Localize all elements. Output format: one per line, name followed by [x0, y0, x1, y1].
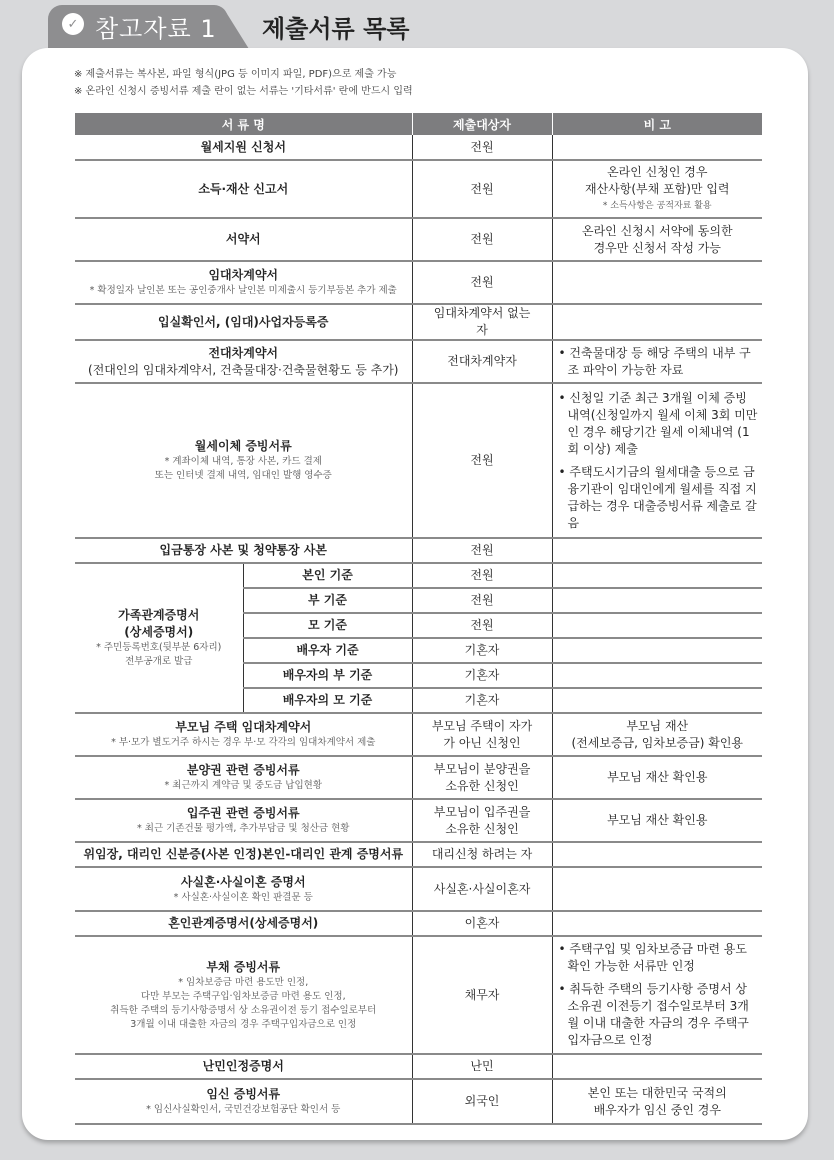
doc-cell: [75, 304, 412, 340]
doc-name: 사실혼·사실이혼 증명서: [180, 874, 306, 889]
doc-name: 입금통장 사본 및 청약통장 사본: [159, 543, 327, 557]
doc-name: 전대차계약서: [208, 345, 279, 360]
remark-line: 부모님 재산 확인용: [607, 813, 708, 827]
remark-line: 재산사항(부채 포함)만 입력: [585, 181, 730, 196]
remark-cell: [552, 713, 762, 756]
doc-name-detail: (전대인의 임대차계약서, 건축물대장·건축물현황도 등 추가): [88, 362, 399, 377]
column-header-target: 제출대상자: [412, 113, 552, 135]
remark-cell: [552, 842, 762, 867]
doc-name: 월세지원 신청서: [200, 139, 286, 154]
doc-name: 부모님 주택 임대차계약서: [175, 720, 312, 734]
doc-name: 난민인정증명서: [202, 1059, 284, 1073]
remark-cell: [552, 688, 762, 713]
table-row: [75, 1054, 762, 1079]
remark-line: 온라인 신청인 경우: [607, 164, 708, 179]
notes: [74, 66, 413, 100]
table-row: [75, 218, 762, 261]
doc-cell: [75, 160, 412, 218]
doc-name: 부채 증빙서류: [206, 959, 281, 974]
family-basis: 모 기준: [243, 613, 412, 638]
doc-note: * 임신사실확인서, 국민건강보험공단 확인서 등: [146, 1104, 341, 1115]
doc-note: * 확정일자 날인본 또는 공인중개사 날인본 미제출시 등기부등본 추가 제출: [89, 285, 397, 296]
doc-name: 혼인관계증명서(상세증명서): [168, 916, 319, 930]
doc-name: 월세이체 증빙서류: [194, 439, 292, 453]
remark-cell: [552, 936, 762, 1054]
remark-line: 부모님 재산 확인용: [607, 770, 708, 784]
remark-cell: [552, 135, 762, 160]
doc-cell: [75, 936, 412, 1054]
doc-cell: [75, 383, 412, 538]
target-cell: 전원: [412, 135, 552, 160]
doc-name: 서약서: [225, 232, 261, 246]
doc-note: 전부공개로 발급: [125, 656, 193, 667]
note-line: ※ 제출서류는 복사본, 파일 형식(JPG 등 이미지 파일, PDF)으로 제출 가능: [74, 69, 397, 80]
doc-note: * 최근까지 계약금 및 중도금 납입현황: [164, 780, 323, 791]
doc-name-detail: (상세증명서): [124, 625, 194, 639]
family-basis: 배우자 기준: [243, 638, 412, 663]
target-cell: 임대차계약서 없는 자: [412, 304, 552, 340]
doc-cell: [75, 911, 412, 936]
remark-cell: [552, 160, 762, 218]
remark-line: 부모님 재산: [626, 718, 689, 733]
target-cell: 전원: [412, 613, 552, 638]
remark-line: (전세보증금, 임차보증금) 확인용: [571, 735, 744, 750]
remark-line: 배우자가 임신 중인 경우: [593, 1102, 721, 1117]
remark-bullet: • 신청일 기준 최근 3개월 이체 증빙 내역(신청일까지 월세 이체 3회 미만인 경우 해당기간 월세 이체내역 (1회 이상) 제출: [558, 390, 758, 456]
remark-bullet: • 건축물대장 등 해당 주택의 내부 구조 파악이 가능한 자료: [558, 345, 751, 377]
table-row: [75, 1079, 762, 1124]
document-check-icon: ✓: [62, 13, 84, 35]
target-cell: 전원: [412, 563, 552, 588]
remark-cell: [552, 383, 762, 538]
column-header-document: 서 류 명: [75, 113, 412, 135]
target-cell: 전원: [412, 261, 552, 304]
target-cell: 부모님이 입주권을 소유한 신청인: [412, 799, 552, 842]
remark-cell: [552, 218, 762, 261]
doc-note: 또는 인터넷 결제 내역, 임대인 발행 영수증: [154, 470, 332, 481]
remark-cell: [552, 911, 762, 936]
doc-cell: [75, 1079, 412, 1124]
target-cell: 전원: [412, 218, 552, 261]
doc-note: 취득한 주택의 등기사항증명서 상 소유권이전 등기 접수일로부터: [110, 1004, 377, 1016]
table-row: [75, 563, 762, 588]
remark-cell: [552, 613, 762, 638]
target-cell: 기혼자: [412, 688, 552, 713]
table-row: [75, 911, 762, 936]
doc-name: 입주권 관련 증빙서류: [186, 806, 300, 820]
family-basis: 배우자의 부 기준: [243, 663, 412, 688]
remark-cell: [552, 340, 762, 383]
remark-bullet: • 주택도시기금의 월세대출 등으로 금융기관이 임대인에게 월세를 직접 지급하는 경우 대출증빙서류 제출로 갈음: [558, 464, 757, 530]
target-cell: 부모님이 분양권을 소유한 신청인: [412, 756, 552, 799]
target-cell: 기혼자: [412, 663, 552, 688]
target-cell: 외국인: [412, 1079, 552, 1124]
doc-note: * 임차보증금 마련 용도만 인정,: [178, 976, 309, 988]
table-row: [75, 867, 762, 911]
doc-name: 위임장, 대리인 신분증(사본 인정)본인-대리인 관계 증명서류: [83, 847, 404, 861]
documents-table: [75, 113, 762, 1125]
doc-cell: [75, 261, 412, 304]
doc-cell: [75, 756, 412, 799]
doc-note: * 계좌이체 내역, 통장 사본, 카드 결제: [164, 456, 322, 467]
target-cell: 대리신청 하려는 자: [412, 842, 552, 867]
doc-note: * 부·모가 별도거주 하시는 경우 부·모 각각의 임대차계약서 제출: [111, 737, 376, 748]
remark-cell: [552, 588, 762, 613]
target-cell: 부모님 주택이 자가가 아닌 신청인: [412, 713, 552, 756]
target-cell: 기혼자: [412, 638, 552, 663]
doc-note: 다만 부모는 주택구입·임차보증금 마련 용도 인정,: [140, 990, 346, 1002]
family-basis: 본인 기준: [243, 563, 412, 588]
doc-note: 3개월 이내 대출한 자금의 경우 주택구입자금으로 인정: [130, 1018, 357, 1030]
doc-name: 임신 증빙서류: [206, 1087, 281, 1101]
reference-tab-label: 참고자료 1: [95, 15, 217, 43]
doc-note: * 주민등록번호(뒷부분 6자리): [96, 642, 222, 653]
table-row: [75, 261, 762, 304]
remark-cell: [552, 638, 762, 663]
remark-cell: [552, 663, 762, 688]
doc-name: 소득·재산 신고서: [198, 181, 289, 196]
column-header-remark: 비 고: [552, 113, 762, 135]
table-row: [75, 135, 762, 160]
doc-cell: [75, 1054, 412, 1079]
doc-cell: [75, 218, 412, 261]
target-cell: 전원: [412, 588, 552, 613]
doc-name: 분양권 관련 증빙서류: [186, 763, 300, 777]
table-row: [75, 799, 762, 842]
table-row: [75, 383, 762, 538]
remark-cell: [552, 304, 762, 340]
remark-cell: [552, 799, 762, 842]
doc-cell: [75, 867, 412, 911]
target-cell: 전원: [412, 538, 552, 563]
target-cell: 사실혼·사실이혼자: [412, 867, 552, 911]
family-basis: 배우자의 모 기준: [243, 688, 412, 713]
remark-bullet: • 주택구입 및 임차보증금 마련 용도 확인 가능한 서류만 인정: [558, 942, 747, 973]
remark-note: * 소득사항은 공적자료 활용: [602, 200, 712, 211]
target-cell: 전원: [412, 383, 552, 538]
remark-line: 경우만 신청서 작성 가능: [593, 240, 721, 255]
family-doc-cell: [75, 563, 243, 713]
doc-name: 임대차계약서: [208, 268, 279, 282]
table-row: [75, 756, 762, 799]
doc-cell: [75, 713, 412, 756]
table-row: [75, 842, 762, 867]
remark-bullet: • 취득한 주택의 등기사항 증명서 상 소유권 이전등기 접수일로부터 3개월 이내 대출한 자금의 경우 주택구입자금으로 인정: [558, 982, 749, 1047]
doc-cell: [75, 340, 412, 383]
table-row: [75, 304, 762, 340]
doc-name: 입실확인서, (임대)사업자등록증: [158, 314, 329, 329]
target-cell: 채무자: [412, 936, 552, 1054]
remark-cell: [552, 867, 762, 911]
table-row: [75, 160, 762, 218]
doc-cell: [75, 799, 412, 842]
doc-cell: [75, 135, 412, 160]
target-cell: 전원: [412, 160, 552, 218]
remark-cell: [552, 563, 762, 588]
table-row: [75, 936, 762, 1054]
doc-note: * 사실혼·사실이혼 확인 판결문 등: [173, 891, 313, 903]
target-cell: 전대차계약자: [412, 340, 552, 383]
doc-note: * 최근 기존건물 평가액, 추가부담금 및 청산금 현황: [137, 823, 350, 834]
table-row: [75, 713, 762, 756]
table-header: [75, 113, 762, 135]
remark-cell: [552, 756, 762, 799]
doc-cell: [75, 538, 412, 563]
remark-cell: [552, 1079, 762, 1124]
doc-cell: [75, 842, 412, 867]
remark-cell: [552, 261, 762, 304]
family-basis: 부 기준: [243, 588, 412, 613]
table-row: [75, 340, 762, 383]
remark-cell: [552, 1054, 762, 1079]
remark-cell: [552, 538, 762, 563]
note-line: ※ 온라인 신청시 증빙서류 제출 란이 없는 서류는 '기타서류' 란에 반드시 입력: [74, 86, 413, 97]
table-row: [75, 538, 762, 563]
target-cell: 난민: [412, 1054, 552, 1079]
target-cell: 이혼자: [412, 911, 552, 936]
remark-line: 온라인 신청시 서약에 동의한: [581, 223, 733, 238]
page-title: 제출서류 목록: [262, 15, 410, 43]
remark-line: 본인 또는 대한민국 국적의: [587, 1085, 727, 1100]
doc-name: 가족관계증명서: [118, 608, 200, 622]
